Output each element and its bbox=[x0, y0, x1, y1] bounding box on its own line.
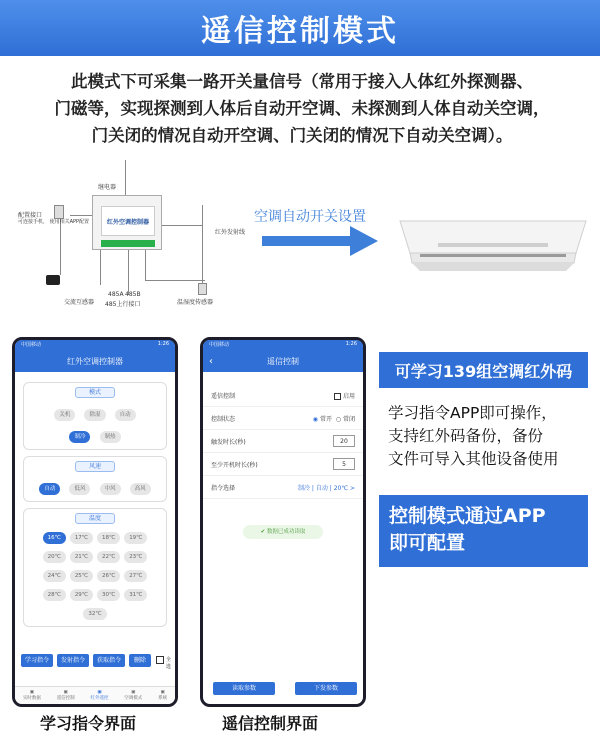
trigger-row: 触发时长(秒) 20 bbox=[203, 430, 363, 453]
temp-chip[interactable]: 21℃ bbox=[70, 551, 93, 563]
port-485-upper-label: 485上行接口 bbox=[105, 301, 141, 308]
title-banner bbox=[0, 0, 600, 56]
phone-remote-screen bbox=[200, 337, 366, 707]
status-carrier: 中国移动 bbox=[209, 342, 230, 348]
config-line: 控制模式通过APP bbox=[389, 505, 546, 527]
back-icon[interactable]: ‹ bbox=[209, 355, 213, 367]
send-params-button[interactable]: 下发参数 bbox=[295, 682, 357, 695]
cmd-row[interactable]: 指令选择 制冷 | 自动 | 20℃ > bbox=[203, 476, 363, 499]
ct-sensor-icon bbox=[46, 275, 60, 285]
status-carrier: 中国移动 bbox=[21, 342, 42, 348]
config-port-icon bbox=[54, 205, 64, 219]
cmd-value: 制冷 | 自动 | 20℃ > bbox=[298, 484, 355, 492]
temp-chip[interactable]: 26℃ bbox=[97, 570, 120, 582]
config-port-note: 可连接手机， 使用相关APP配置 bbox=[18, 219, 90, 225]
mode-cool[interactable]: 制冷 bbox=[69, 431, 90, 443]
ir-emitter-label: 红外发射线 bbox=[215, 229, 246, 236]
intro-line: 门磁等，实现探测到人体后自动开空调、未探测到人体自动关空调， bbox=[54, 99, 550, 118]
trigger-input[interactable]: 20 bbox=[333, 435, 355, 447]
status-time: 1:26 bbox=[345, 341, 357, 347]
temp-chip[interactable]: 29℃ bbox=[70, 589, 93, 601]
select-all-checkbox[interactable] bbox=[156, 656, 164, 664]
nav-item-ir[interactable]: ▣ 红外遥控 bbox=[90, 690, 109, 701]
temp-chip[interactable]: 18℃ bbox=[97, 532, 120, 544]
port-485b-label: 485B bbox=[125, 291, 141, 298]
device-name: 红外空调控制器 bbox=[106, 218, 149, 226]
temp-chip[interactable]: 22℃ bbox=[97, 551, 120, 563]
intro-text bbox=[22, 68, 582, 149]
intro-line: 门关闭的情况自动开空调、门关闭的情况下自动关空调）。 bbox=[91, 126, 513, 145]
temp-chip[interactable]: 17℃ bbox=[70, 532, 93, 544]
temp-chip[interactable]: 20℃ bbox=[43, 551, 66, 563]
temp-chip[interactable]: 25℃ bbox=[70, 570, 93, 582]
select-all-label: 全选 bbox=[166, 657, 172, 670]
mode-header: 模式 bbox=[75, 387, 115, 398]
nav-item-system[interactable]: ▣ 系统 bbox=[158, 690, 168, 701]
temp-header: 温度 bbox=[75, 513, 115, 524]
temp-chip[interactable]: 28℃ bbox=[43, 589, 66, 601]
get-button[interactable]: 获取指令 bbox=[93, 654, 125, 667]
temp-chip[interactable]: 23℃ bbox=[124, 551, 147, 563]
ac-sensor-label: 交流互感器 bbox=[64, 299, 95, 306]
mode-auto[interactable]: 自动 bbox=[115, 409, 136, 421]
temp-sensor-label: 温湿度传感器 bbox=[177, 299, 214, 306]
enable-checkbox[interactable] bbox=[334, 393, 341, 400]
enable-row: 遥信控制 启用 bbox=[203, 384, 363, 407]
min-on-row: 至少开机时长(秒) 5 bbox=[203, 453, 363, 476]
status-time: 1:26 bbox=[157, 341, 169, 347]
phone-learn-screen bbox=[12, 337, 178, 707]
nav-item-acmode[interactable]: ▣ 空调模式 bbox=[124, 690, 143, 701]
mode-panel bbox=[23, 382, 167, 450]
config-box bbox=[379, 495, 588, 567]
port-485a-label: 485A bbox=[108, 291, 124, 298]
mode-dehumid[interactable]: 除湿 bbox=[84, 409, 105, 421]
read-params-button[interactable]: 读取参数 bbox=[213, 682, 275, 695]
learn-button[interactable]: 学习指令 bbox=[21, 654, 53, 667]
toast: ✔ 数据已成功读取 bbox=[243, 525, 323, 539]
air-conditioner-icon bbox=[398, 213, 588, 278]
config-port-label: 配置接口 bbox=[18, 212, 43, 219]
delete-button[interactable]: 删除 bbox=[129, 654, 151, 667]
arrow-right-icon bbox=[262, 226, 382, 256]
enable-label: 启用 bbox=[342, 392, 355, 400]
desc-line: 学习指令APP即可操作， bbox=[388, 404, 557, 422]
caption-remote: 遥信控制界面 bbox=[222, 714, 319, 733]
relay-label: 继电器 bbox=[98, 184, 117, 191]
screen-title: 红外空调控制器 bbox=[15, 350, 175, 372]
temp-chip[interactable]: 27℃ bbox=[124, 570, 147, 582]
highlight-box: 可学习139组空调红外码 bbox=[379, 352, 588, 388]
intro-line: 此模式下可采集一路开关量信号（常用于接入人体红外探测器、 bbox=[71, 72, 533, 91]
wind-auto[interactable]: 自动 bbox=[39, 483, 60, 495]
mode-heat[interactable]: 制热 bbox=[100, 431, 121, 443]
radio-normally-open[interactable]: ◉ bbox=[312, 415, 319, 423]
temp-chip[interactable]: 31℃ bbox=[124, 589, 147, 601]
terminal-block bbox=[101, 240, 155, 247]
temp-chip[interactable]: 32℃ bbox=[83, 608, 106, 620]
temp-panel bbox=[23, 508, 167, 627]
temp-chip[interactable]: 24℃ bbox=[43, 570, 66, 582]
desc-line: 支持红外码备份，备份 bbox=[388, 427, 544, 445]
screen-title: ‹ 遥信控制 bbox=[203, 350, 363, 372]
state-row: 控制状态 ◉ 常开 ○ 常闭 bbox=[203, 407, 363, 430]
banner-title: 遥信控制模式 bbox=[201, 14, 399, 49]
min-on-input[interactable]: 5 bbox=[333, 458, 355, 470]
nav-item-realtime[interactable]: ▣ 实时数据 bbox=[22, 690, 41, 701]
arrow-label: 空调自动开关设置 bbox=[254, 209, 366, 225]
temp-chip[interactable]: 16℃ bbox=[43, 532, 66, 544]
wind-low[interactable]: 低风 bbox=[69, 483, 90, 495]
wind-mid[interactable]: 中风 bbox=[100, 483, 121, 495]
bottom-nav bbox=[15, 686, 175, 704]
send-button[interactable]: 发射指令 bbox=[57, 654, 89, 667]
desc-line: 文件可导入其他设备使用 bbox=[388, 450, 559, 468]
wind-header: 风速 bbox=[75, 461, 115, 472]
nav-item-remote[interactable]: ▣ 遥信控制 bbox=[56, 690, 75, 701]
mode-off[interactable]: 关机 bbox=[54, 409, 75, 421]
controller-device bbox=[92, 195, 162, 250]
wind-high[interactable]: 高风 bbox=[130, 483, 151, 495]
wind-panel bbox=[23, 456, 167, 502]
config-line: 即可配置 bbox=[389, 532, 466, 554]
radio-normally-closed[interactable]: ○ bbox=[335, 415, 342, 423]
caption-learn: 学习指令界面 bbox=[40, 714, 137, 733]
temp-chip[interactable]: 19℃ bbox=[124, 532, 147, 544]
temp-sensor-icon bbox=[198, 283, 207, 295]
feature-desc bbox=[388, 402, 593, 471]
temp-chip[interactable]: 30℃ bbox=[97, 589, 120, 601]
